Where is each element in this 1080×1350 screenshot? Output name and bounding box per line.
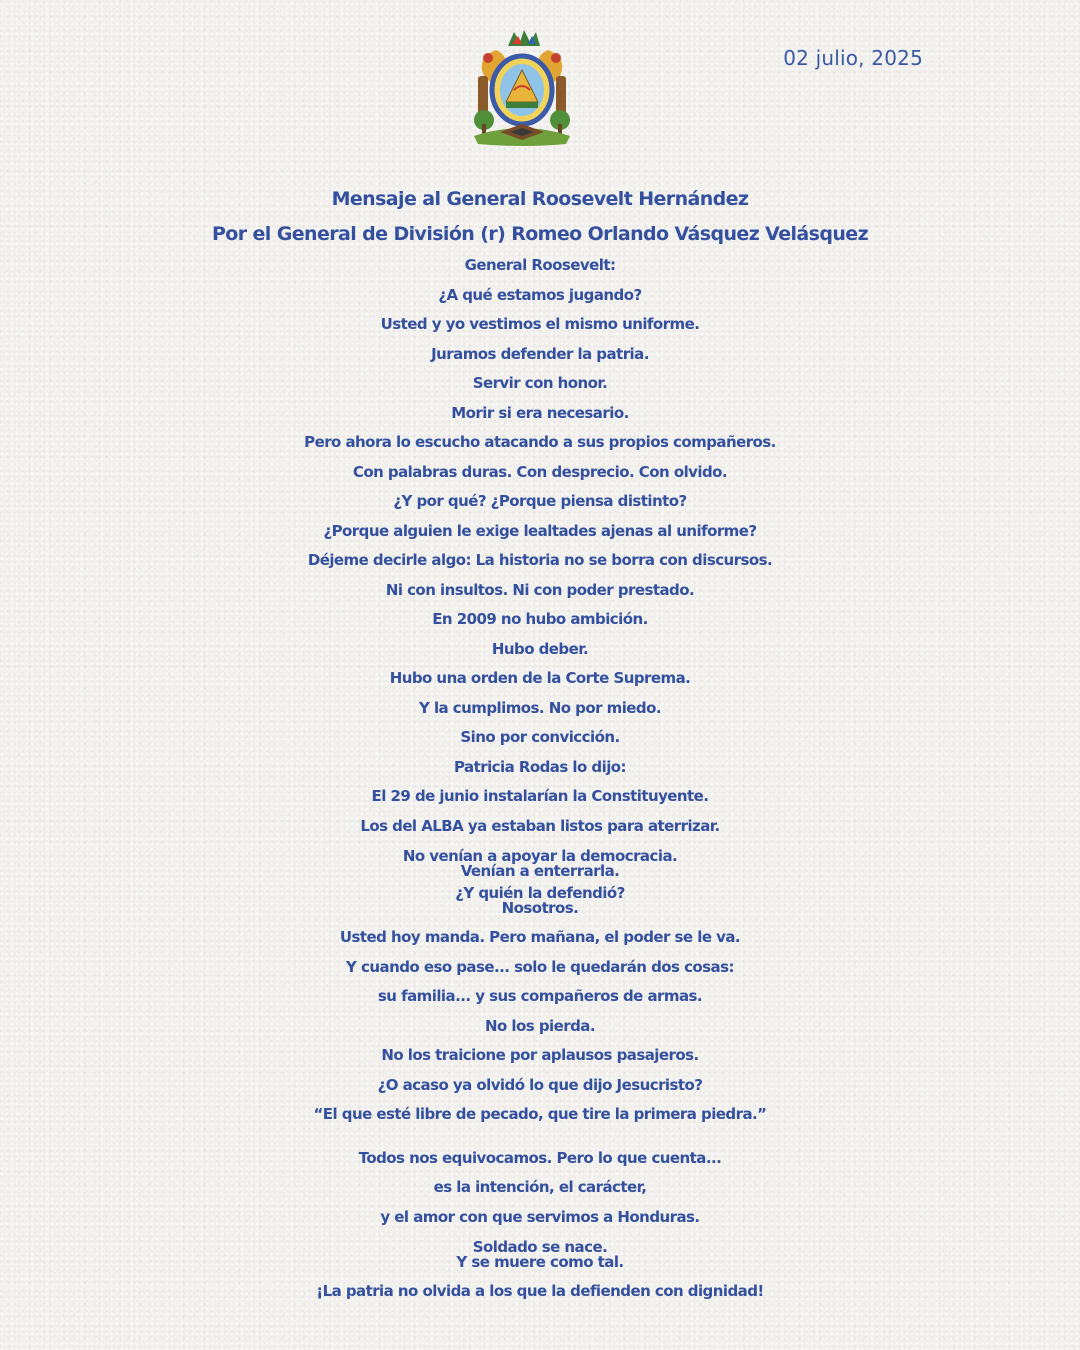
body-line: Morir si era necesario. — [451, 403, 629, 422]
body-line: Venían a enterrarla. — [460, 861, 620, 880]
body-line: General Roosevelt: — [464, 256, 616, 274]
closing-line: ¡La patria no olvida a los que la defienden con dignidad! — [316, 1282, 764, 1300]
body-line: Y cuando eso pase... solo le quedarán dos cosas: — [346, 957, 734, 976]
body-line: Y se muere como tal. — [456, 1252, 624, 1271]
letter-subtitle: Por el General de División (r) Romeo Orlando Vásquez Velásquez — [211, 223, 869, 245]
body-line: es la intención, el carácter, — [433, 1178, 647, 1196]
letter-date: 02 julio, 2025 — [783, 46, 923, 70]
body-line: Juramos defender la patria. — [431, 344, 649, 363]
body-line: Sino por convicción. — [460, 728, 620, 746]
body-line: El 29 de junio instalarían la Constituyente. — [371, 787, 709, 805]
body-line: ¿A qué estamos jugando? — [438, 285, 642, 304]
body-line: Usted y yo vestimos el mismo uniforme. — [380, 315, 700, 333]
body-line: ¿Porque alguien le exige lealtades ajenas al uniforme? — [323, 521, 757, 540]
body-line: Y la cumplimos. No por miedo. — [418, 698, 662, 717]
body-line: Déjeme decirle algo: La historia no se borra con discursos. — [307, 551, 773, 569]
body-line: Nosotros. — [501, 898, 579, 917]
body-line: y el amor con que servimos a Honduras. — [380, 1207, 700, 1226]
body-line: Hubo una orden de la Corte Suprema. — [389, 669, 691, 687]
body-line: Pero ahora lo escucho atacando a sus propios compañeros. — [304, 433, 776, 451]
body-line: Hubo deber. — [491, 639, 589, 658]
body-line: ¿Y quién la defendió? — [455, 884, 625, 902]
body-line: Patricia Rodas lo dijo: — [453, 757, 626, 776]
letter-header — [0, 184, 1080, 254]
body-line: Los del ALBA ya estaban listos para aterrizar. — [360, 816, 720, 835]
body-line: ¿O acaso ya olvidó lo que dijo Jesucristo? — [377, 1075, 703, 1094]
body-line: No los traicione por aplausos pasajeros. — [381, 1046, 699, 1064]
body-line: Con palabras duras. Con desprecio. Con olvido. — [352, 462, 728, 481]
body-line: Soldado se nace. — [472, 1238, 608, 1256]
body-line: Servir con honor. — [472, 374, 608, 392]
body-line: “El que esté libre de pecado, que tire la primera piedra.” — [313, 1105, 767, 1123]
body-line: En 2009 no hubo ambición. — [432, 610, 648, 628]
body-line: No los pierda. — [485, 1016, 595, 1035]
body-line: Usted hoy manda. Pero mañana, el poder se le va. — [339, 928, 741, 946]
coat-of-arms-icon — [470, 28, 574, 148]
body-line: Todos nos equivocamos. Pero lo que cuenta... — [358, 1148, 722, 1167]
body-line: su familia... y sus compañeros de armas. — [377, 987, 703, 1005]
body-line: No venían a apoyar la democracia. — [402, 847, 678, 865]
body-line: Ni con insultos. Ni con poder prestado. — [385, 580, 695, 599]
letter-body — [0, 251, 1080, 1307]
letter-title: Mensaje al General Roosevelt Hernández — [331, 188, 749, 210]
body-line: ¿Y por qué? ¿Porque piensa distinto? — [393, 492, 687, 510]
